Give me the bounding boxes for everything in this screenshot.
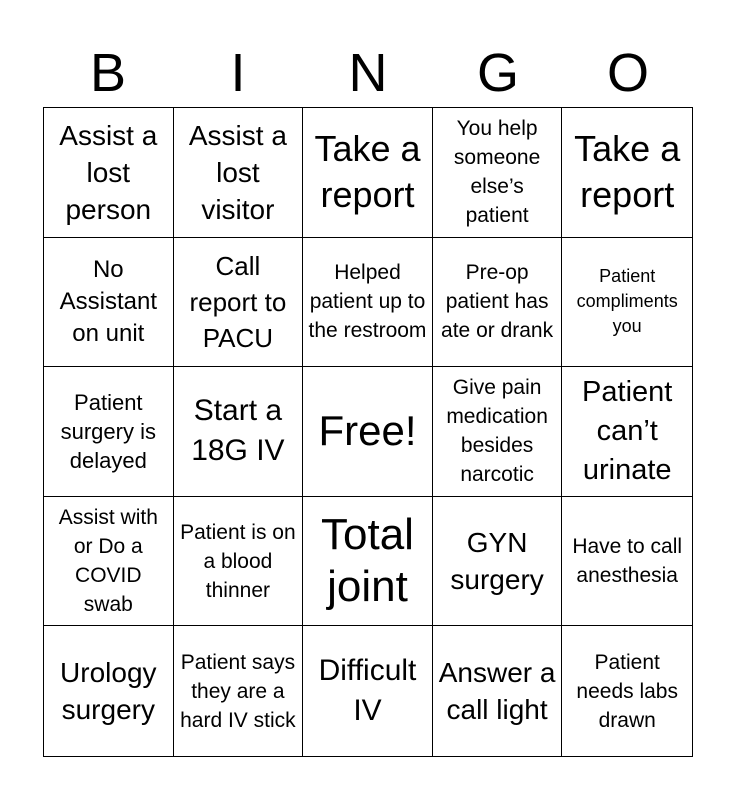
cell-text: Patient says they are a hard IV stick (180, 650, 296, 732)
bingo-cell-r3c2[interactable] (174, 367, 304, 497)
cell-text: No Assistant on unit (59, 255, 157, 347)
bingo-cell-r1c1[interactable] (44, 108, 174, 238)
cell-text: You help someone else’s patient (453, 117, 541, 228)
bingo-cell-r4c1[interactable] (44, 497, 174, 627)
bingo-cell-r3c5[interactable] (562, 367, 692, 497)
cell-text: Patient can’t urinate (582, 375, 673, 486)
cell-text: Answer a call light (438, 657, 556, 726)
cell-text: Start a 18G IV (191, 394, 285, 468)
bingo-cell-free[interactable] (303, 367, 433, 497)
bingo-cell-r4c3[interactable] (303, 497, 433, 627)
cell-text: Patient is on a blood thinner (180, 520, 296, 602)
bingo-cell-r4c2[interactable] (174, 497, 304, 627)
bingo-cell-r2c2[interactable] (174, 238, 304, 368)
bingo-cell-r1c4[interactable] (433, 108, 563, 238)
bingo-cell-r5c4[interactable] (433, 626, 563, 756)
cell-text: Urology surgery (60, 657, 157, 726)
cell-text: GYN surgery (450, 527, 544, 596)
cell-text: Call report to PACU (189, 250, 287, 353)
cell-text: Patient surgery is delayed (60, 389, 156, 473)
bingo-cell-r1c2[interactable] (174, 108, 304, 238)
header-letter-o: O (606, 43, 649, 103)
cell-text: Have to call anesthesia (572, 535, 683, 588)
cell-text: Assist a lost visitor (188, 119, 287, 225)
header-letter-n: N (348, 43, 388, 103)
cell-text: Assist with or Do a COVID swab (58, 506, 158, 617)
bingo-cell-r1c3[interactable] (303, 108, 433, 238)
header-letter-b: B (89, 43, 127, 103)
bingo-cell-r3c1[interactable] (44, 367, 174, 497)
bingo-cell-r2c5[interactable] (562, 238, 692, 368)
cell-text: Take a report (574, 128, 681, 216)
cell-text: Total joint (321, 510, 414, 612)
header-letter-g: G (476, 43, 519, 103)
cell-text: Give pain medication besides narcotic (446, 376, 548, 487)
cell-text: Helped patient up to the restroom (308, 261, 427, 343)
bingo-cell-r3c4[interactable] (433, 367, 563, 497)
bingo-cell-r5c3[interactable] (303, 626, 433, 756)
bingo-cell-r5c2[interactable] (174, 626, 304, 756)
bingo-cell-r1c5[interactable] (562, 108, 692, 238)
cell-text: Patient compliments you (576, 266, 678, 337)
bingo-cell-r2c3[interactable] (303, 238, 433, 368)
bingo-cell-r4c5[interactable] (562, 497, 692, 627)
bingo-cell-r2c4[interactable] (433, 238, 563, 368)
header-letter-i: I (230, 43, 246, 103)
cell-text: Free! (318, 407, 417, 455)
cell-text: Patient needs labs drawn (576, 650, 678, 732)
bingo-card-grid (43, 107, 693, 757)
bingo-cell-r5c5[interactable] (562, 626, 692, 756)
bingo-header (43, 38, 693, 108)
bingo-cell-r4c4[interactable] (433, 497, 563, 627)
cell-text: Pre-op patient has ate or drank (441, 261, 554, 343)
bingo-cell-r5c1[interactable] (44, 626, 174, 756)
cell-text: Take a report (314, 128, 421, 216)
cell-text: Assist a lost person (59, 119, 158, 225)
bingo-cell-r2c1[interactable] (44, 238, 174, 368)
cell-text: Difficult IV (318, 654, 417, 728)
